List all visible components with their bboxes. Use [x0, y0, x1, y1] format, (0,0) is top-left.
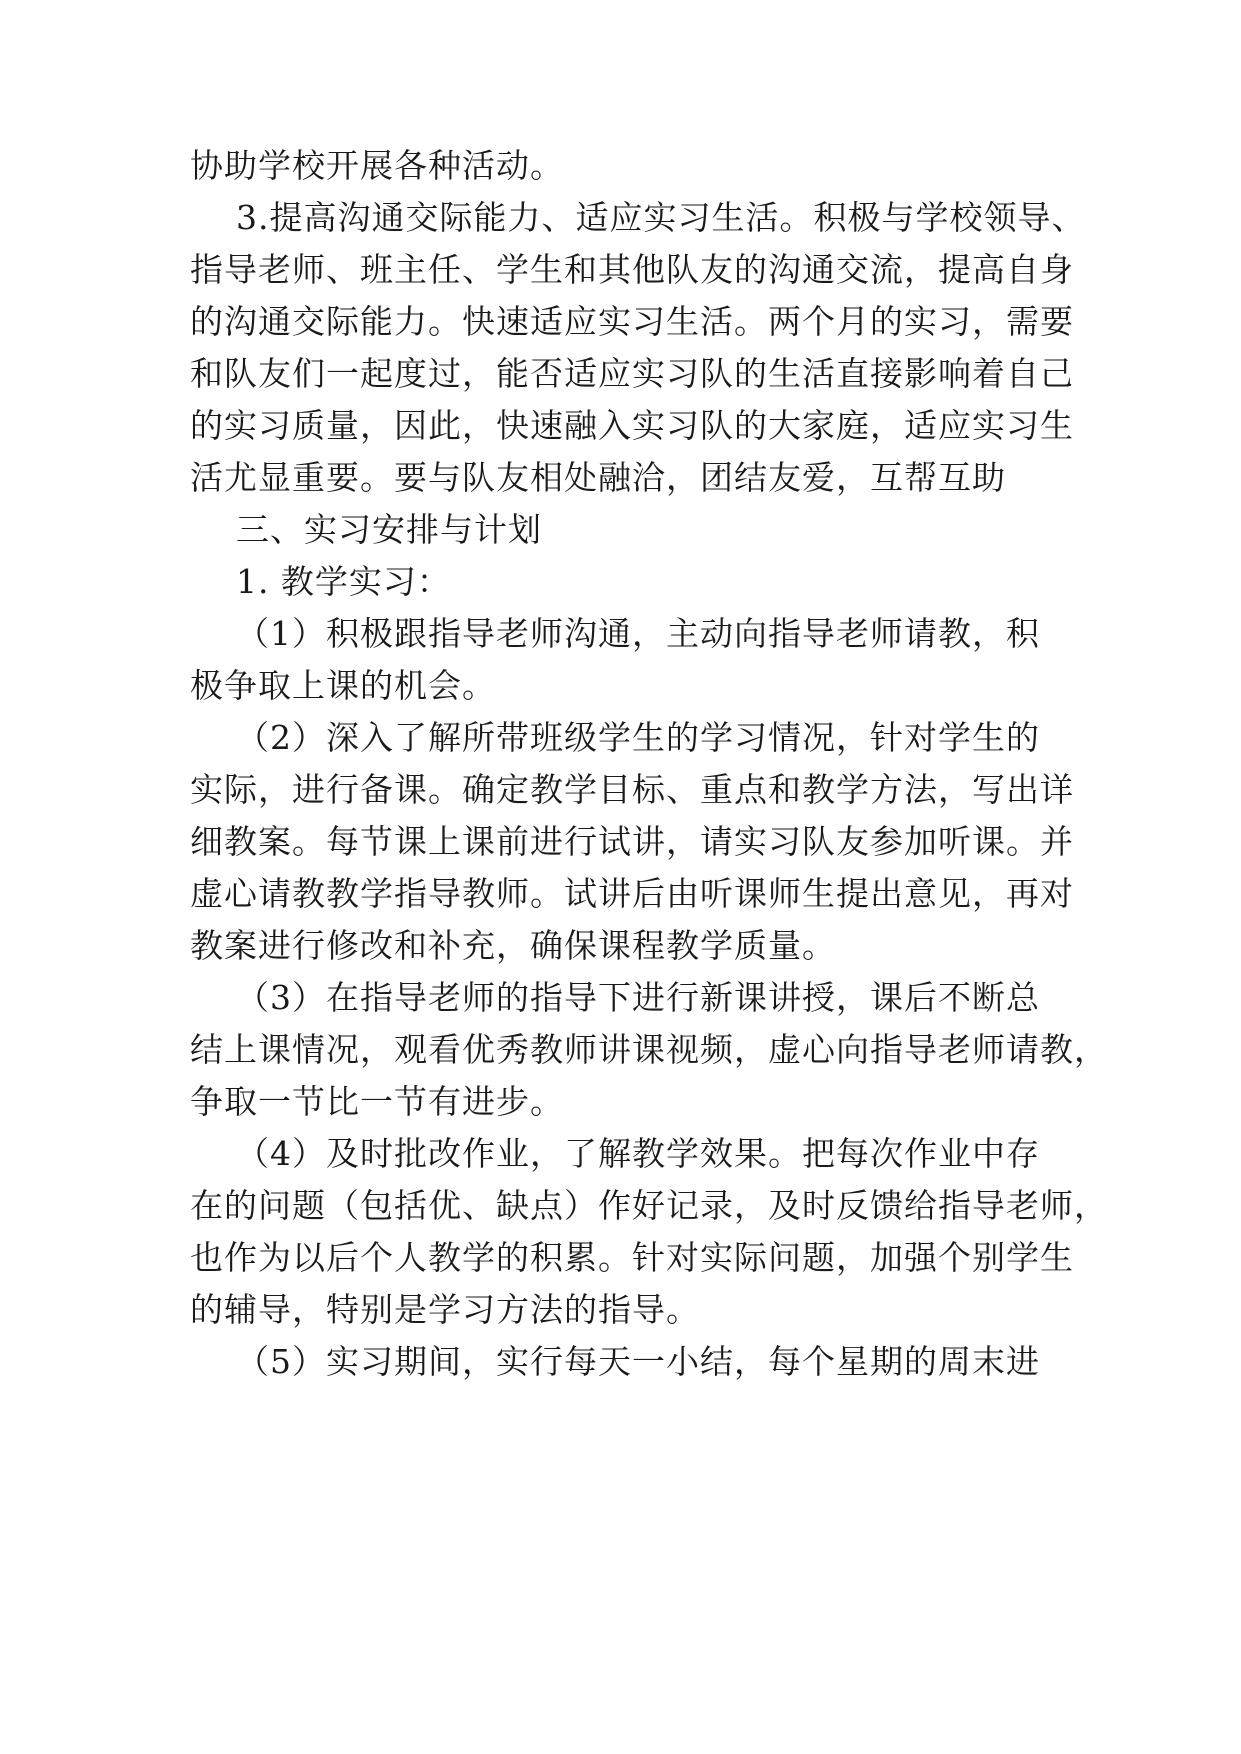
- text-line: （3）在指导老师的指导下进行新课讲授，课后不断总: [190, 978, 1040, 1017]
- text-line: 极争取上课的机会。: [190, 666, 496, 705]
- text-line: 的实习质量，因此，快速融入实习队的大家庭，适应实习生: [190, 406, 1074, 445]
- text-line: 也作为以后个人教学的积累。针对实际问题，加强个别学生: [190, 1238, 1074, 1277]
- text-line: 结上课情况，观看优秀教师讲课视频，虚心向指导老师请教，: [190, 1030, 1108, 1069]
- text-line: 活尤显重要。要与队友相处融洽，团结友爱，互帮互助: [190, 458, 1006, 497]
- text-line: 的辅导，特别是学习方法的指导。: [190, 1290, 700, 1329]
- text-line: 3.提高沟通交际能力、适应实习生活。积极与学校领导、: [190, 198, 1086, 237]
- text-line: （4）及时批改作业，了解教学效果。把每次作业中存: [190, 1134, 1040, 1173]
- text-line: 指导老师、班主任、学生和其他队友的沟通交流，提高自身: [190, 250, 1074, 289]
- text-line: 的沟通交际能力。快速适应实习生活。两个月的实习，需要: [190, 302, 1074, 341]
- text-line: 细教案。每节课上课前进行试讲，请实习队友参加听课。并: [190, 822, 1074, 861]
- section-heading: 三、实习安排与计划: [190, 510, 542, 549]
- text-line: 实际，进行备课。确定教学目标、重点和教学方法，写出详: [190, 770, 1074, 809]
- text-line: 和队友们一起度过，能否适应实习队的生活直接影响着自己: [190, 354, 1074, 393]
- text-line: 争取一节比一节有进步。: [190, 1082, 564, 1121]
- text-line: 协助学校开展各种活动。: [190, 146, 564, 185]
- text-line: 在的问题（包括优、缺点）作好记录，及时反馈给指导老师，: [190, 1186, 1108, 1225]
- text-line: 教案进行修改和补充，确保课程教学质量。: [190, 926, 836, 965]
- text-line: 虚心请教教学指导教师。试讲后由听课师生提出意见，再对: [190, 874, 1074, 913]
- text-line: （5）实习期间，实行每天一小结，每个星期的周末进: [190, 1342, 1040, 1381]
- text-line: （1）积极跟指导老师沟通，主动向指导老师请教，积: [190, 614, 1040, 653]
- text-line: （2）深入了解所带班级学生的学习情况，针对学生的: [190, 718, 1040, 757]
- subsection-heading: 1. 教学实习：: [190, 562, 451, 601]
